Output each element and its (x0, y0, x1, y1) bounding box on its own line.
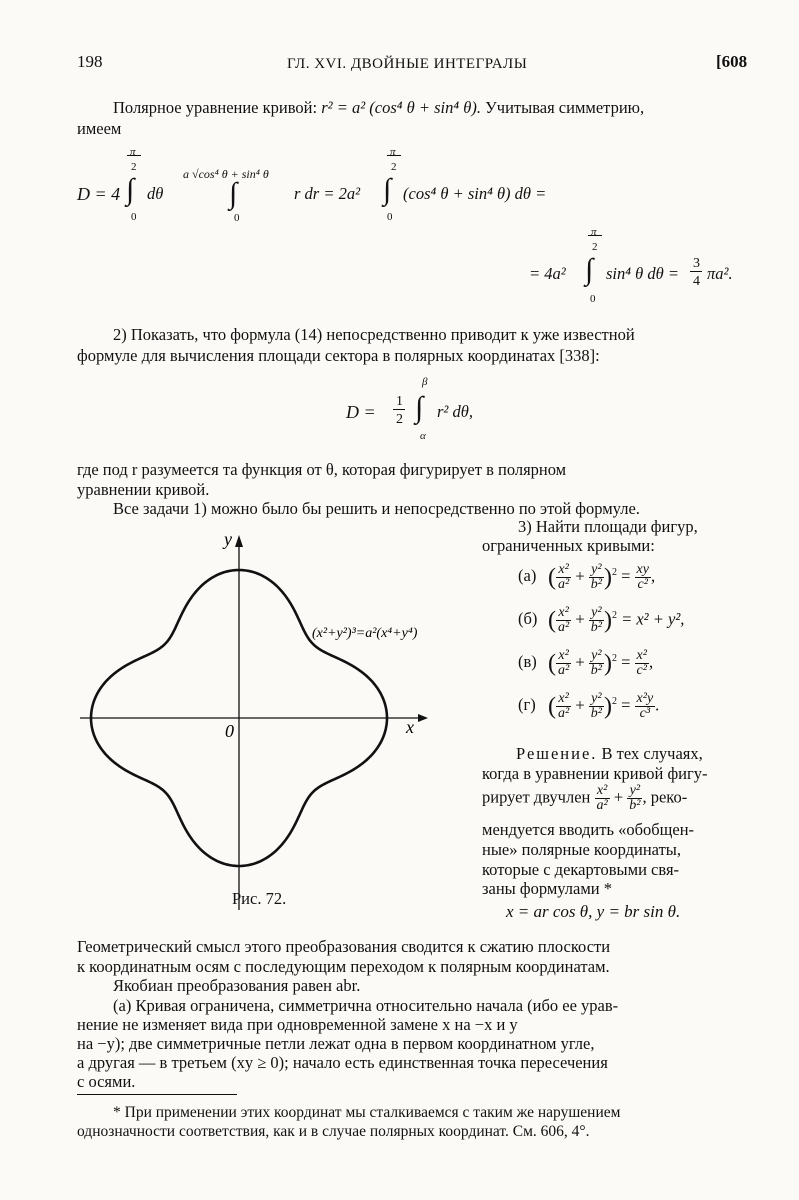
footnote-line-2: однозначности соответствия, как и в случае полярных координат. См. 606, 4°. (77, 1123, 590, 1140)
solution-line-6: которые с декартовыми свя- (482, 860, 680, 879)
bottom-paragraph-6: на −y); две симметричные петли лежат одна в первом координатном угле, (77, 1034, 595, 1053)
y-axis-arrow-icon (235, 535, 243, 547)
curve-equation-label: (x²+y²)³=a²(x⁴+y⁴) (312, 626, 418, 641)
task3-item: (б) ( $\frac{\text{x²}}{\text{a²}}$ + $\frac{\text{y²}}{\text{b²}}$ )$^2$ = x² + y², (518, 605, 685, 635)
figure-72 (78, 525, 478, 925)
solution-line-3: рирует двучлен $\frac{\text{x²}}{\text{a²}}$ + $\frac{\text{y²}}{\text{b²}}$ , реко- (482, 783, 688, 813)
bottom-paragraph-2: к координатным осям с последующим переходом к полярным координатам. (77, 957, 610, 976)
task2-line-1: 2) Показать, что формула (14) непосредственно приводит к уже известной (113, 325, 635, 344)
bottom-paragraph-1: Геометрический смысл этого преобразования сводится к сжатию плоскости (77, 937, 611, 956)
footnote-rule (77, 1094, 237, 1095)
figure-caption: Рис. 72. (232, 889, 287, 908)
task3-item: (г) ( $\frac{\text{x²}}{\text{a²}}$ + $\frac{\text{y²}}{\text{b²}}$ )$^2$ = $\frac{\text{x²y}}{\text{c³}}$ . (518, 691, 660, 721)
x-axis-label: x (406, 717, 414, 737)
solution-line-7: заны формулами * (482, 879, 612, 898)
page-number: 198 (77, 52, 103, 71)
x-axis-arrow-icon (418, 714, 428, 722)
solution-line-4: мендуется вводить «обобщен- (482, 820, 695, 839)
bottom-paragraph-4: (а) Кривая ограничена, симметрична относительно начала (ибо ее урав- (113, 996, 619, 1015)
curve-plot (78, 525, 478, 925)
bottom-paragraph-8: с осями. (77, 1072, 136, 1091)
footnote-line-1: * При применении этих координат мы сталкиваемся с таким же нарушением (113, 1104, 621, 1121)
bottom-paragraph-5: нение не изменяет вида при одновременной замене x на −x и y (77, 1015, 518, 1034)
intro-line-2: имеем (77, 119, 122, 138)
task3-list (518, 563, 684, 735)
task2-after-1: где под r разумеется та функция от θ, которая фигурирует в полярном (77, 460, 567, 479)
generalized-polar-formula: x = ar cos θ, y = br sin θ. (506, 902, 681, 921)
running-title: ГЛ. XVI. ДВОЙНЫЕ ИНТЕГРАЛЫ (287, 56, 528, 72)
intro-line-1: Полярное уравнение кривой: r² = a² (cos⁴ θ + sin⁴ θ). Учитывая симметрию, (113, 98, 645, 117)
task3-line-2: ограниченных кривыми: (482, 536, 655, 555)
solution-line-2: когда в уравнении кривой фигу- (482, 764, 708, 783)
task2-line-2: формуле для вычисления площади сектора в полярных координатах [338]: (77, 346, 600, 365)
solution-line-1: Решение. В тех случаях, (516, 744, 703, 763)
bottom-paragraph-7: а другая — в третьем (xy ≥ 0); начало есть единственная точка пересечения (77, 1053, 608, 1072)
task2-after-3: Все задачи 1) можно было бы решить и непосредственно по этой формуле. (113, 499, 640, 518)
task3-item: (в) ( $\frac{\text{x²}}{\text{a²}}$ + $\frac{\text{y²}}{\text{b²}}$ )$^2$ = $\frac{\text{x²}}{\text{c²}}$ , (518, 648, 654, 678)
y-axis-label: y (224, 529, 232, 549)
task2-after-2: уравнении кривой. (77, 480, 210, 499)
bottom-paragraph-3: Якобиан преобразования равен abr. (113, 976, 361, 995)
task3-line-1: 3) Найти площади фигур, (518, 517, 698, 536)
solution-line-5: ные» полярные координаты, (482, 840, 681, 859)
task3-item: (а) ( $\frac{\text{x²}}{\text{a²}}$ + $\frac{\text{y²}}{\text{b²}}$ )$^2$ = $\frac{xy}{\text{c²}}$ , (518, 562, 656, 592)
section-number: [608 (716, 52, 748, 71)
origin-label: 0 (225, 721, 234, 741)
